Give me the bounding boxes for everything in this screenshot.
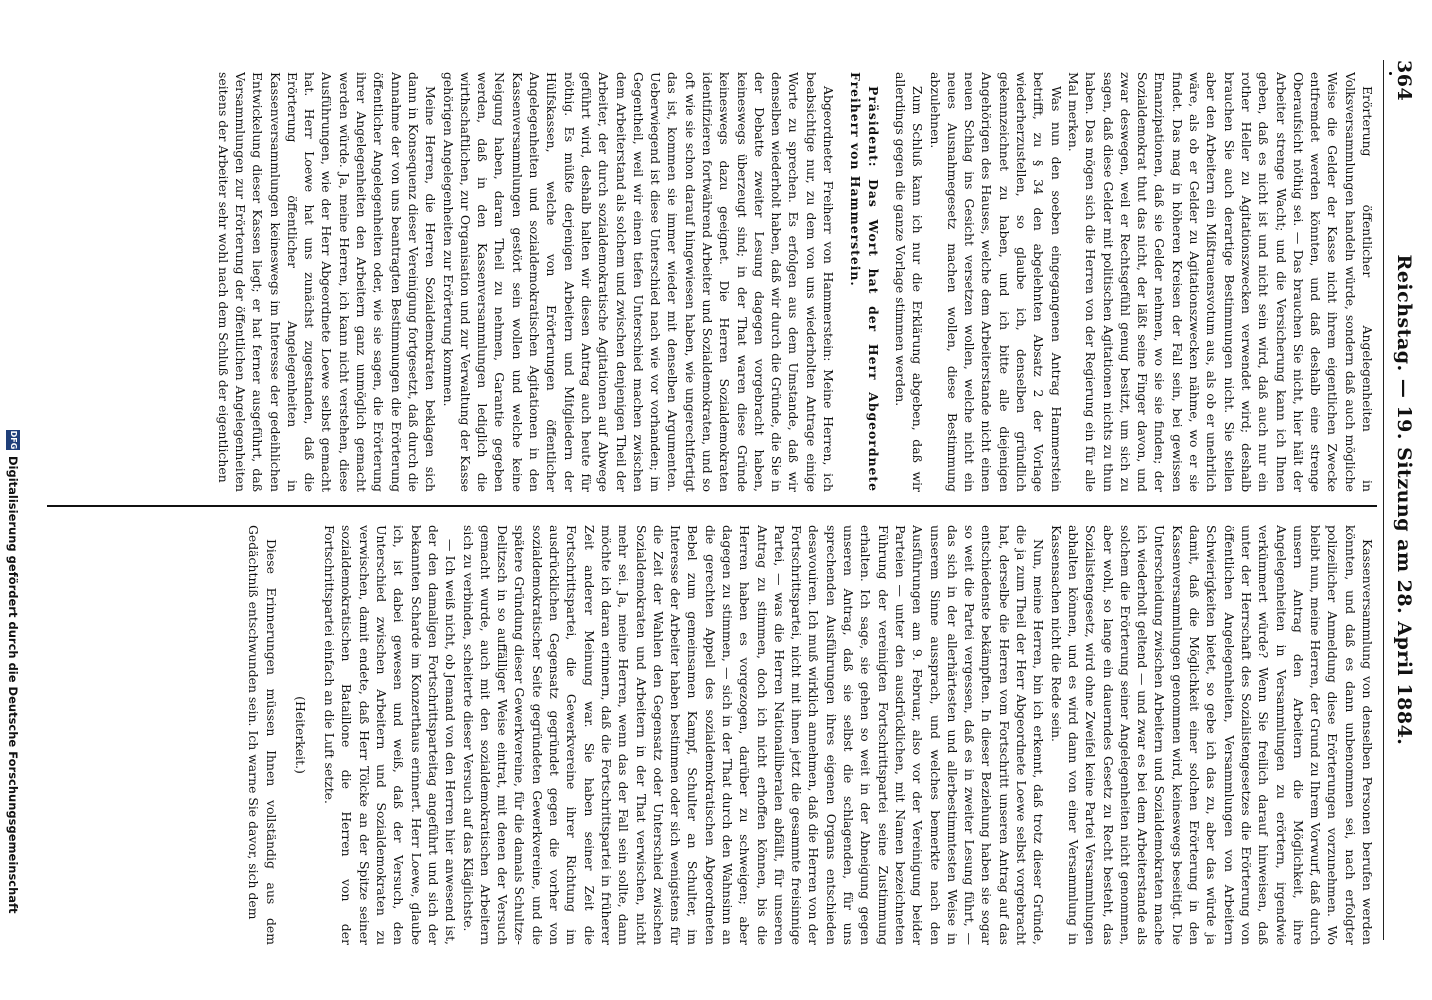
paragraph: Erörterung öffentlicher Angelegenheiten in Volksversammlungen handeln würde, sondern daß auch mögliche Weise die Gelder der Kasse nicht ihrem eigentlichen Zwecke entfremdet werden könnten, und daß deshalb eine strenge Oberaufsicht nöthig sei. — Das brauchen Sie nicht, hier hält der Arbeiter strenge Wacht; und die Versicherung kann ich Ihnen geben, daß es nicht ist und nicht sein wird, daß auch nur ein rother Heller zu Agitationszwecken verwendet wird; deshalb brauchen Sie auch derartige Bestimmungen nicht. Sie stellen aber den Arbeitern ein Mißtrauensvotum aus, als ob er unehrlich wäre, als ob er Gelder zu Agitationszwecken nähme, wo er sie findet. Das mag in höheren Kreisen der Fall sein, bei gewissen Emanzipationen, daß sie Gelder nehmen, wo sie sie finden; der Sozialdemokrat thut das nicht, der läßt seine Finger davon, und zwar deswegen, weil er Rechtsgefühl genug besitzt, um sich zu sagen, daß diese Gelder mit politischen Agitationen nichts zu thun haben. Das mögen sich die Herren von der Regierung ein für alle Mal merken. bbox=[1065, 72, 1375, 492]
page-number: 364 bbox=[1393, 60, 1415, 102]
right-column bbox=[56, 525, 1376, 945]
running-title: Reichstag. — 19. Sitzung am 28. April 1884. bbox=[1393, 254, 1415, 746]
page-header bbox=[1384, 60, 1424, 940]
paragraph: Kassenversammlung von denselben Personen berufen werden könnten, und daß es dann unbenommen sei, nach erfolgter polizeilicher Anmeldung diese Erörterungen vorzunehmen. Wo bleibt nun, meine Herren, der Grund zu Ihrem Vorwurf, daß durch unsern Antrag den Arbeitern die Möglichkeit, ihre Angelegenheiten in Versammlungen zu erörtern, irgendwie verkümmert würde? Wenn Sie freilich darauf hinweisen, daß unter der Herrschaft des Sozialistengesetzes die Erörterung von öffentlichen Angelegenheiten, Versammlungen von Arbeitern Schwierigkeiten bietet, so gebe ich das zu, aber das würde ja damit, daß die Möglichkeit einer solchen Erörterung in den Kassenversammlungen genommen wird, keineswegs beseitigt. Die Unterscheidung zwischen Arbeitern und Sozialdemokraten mache ich wiederholt geltend — und zwar es bei dem Arbeiterstande als solchem die Erörterung seiner Angelegenheiten nicht genommen, aber wohl, so lange ein dauerndes Gesetz zu Recht besteht, das Sozialistengesetz, wird ohne Zweifel keine Partei Versammlungen abhalten können, und es wird dann von einer Versammlung in Kassensachen nicht die Rede sein. bbox=[1048, 525, 1375, 945]
paragraph: Abgeordneter Freiherr von Hammerstein: Meine Herren, ich beabsichtige nur, zu dem von uns wiederholten Antrage einige Worte zu sprechen. Es erfolgen aus dem Umstande, daß wir denselben wiederholt haben, daß wir durch die Gründe, die Sie in der Debatte zweiter Lesung dagegen vorgebracht haben, keineswegs überzeugt sind; in der That waren diese Gründe keineswegs dazu geeignet. Die Herren Sozialdemokraten identifizieren fortwährend Arbeiter und Sozialdemokraten, und so oft wie sie schon darauf hingewiesen haben, wie ungerechtfertigt das ist, kommen sie immer wieder mit denselben Argumenten. Ueberwiegend ist diese Unterschied nach wie vor vorhanden; im Gegentheil, weil wir einen tiefen Unterschied machen zwischen dem Arbeiterstand als solchem und zwischen denjenigen Theil der Arbeiter, der durch sozialdemokratische Agitationen auf Abwege geführt wird, deshalb halten wir diesen Antrag auch heute für nöthig. Es müßte derjenigen Arbeitern und Mitgliedern der Hülfskassen, welche von Erörterungen öffentlicher Angelegenheiten und sozialdemokratischen Agitationen in den Kassenversammlungen gestört sein wollen und welche keine Neigung haben, daran Theil zu nehmen, Garantie gegeben werden, daß in den Kassenversammlungen lediglich die wirthschaftlichen, zur Organisation und zur Verwaltung der Kasse gehörigen Angelegenheiten zur Erörterung kommen. bbox=[440, 72, 837, 492]
scan-speck bbox=[1389, 72, 1392, 75]
digitization-credit bbox=[6, 0, 20, 1000]
paragraph: Diese Erinnerungen müssen Ihnen vollständig aus dem Gedächtniß entschwunden sein. Ich warne Sie davor, sich dem bbox=[246, 525, 279, 945]
paragraph: Zum Schluß kann ich nur die Erklärung abgeben, daß wir allerdings gegen die ganze Vorlage stimmen werden. bbox=[892, 72, 926, 492]
paragraph: Meine Herren, die Herren Sozialdemokraten beklagen sich dann in Konsequenz dieser Vereinigung fortgesetzt, daß durch die Annahme der von uns beantragten Bestimmungen die Erörterung öffentlicher Angelegenheiten oder, wie sie sagen, die Erörterung ihrer Angelegenheiten den Arbeitern ganz unmöglich gemacht werden würde. Ja, meine Herren, ich kann nicht verstehen, diese Ausführungen, wie der Herr Abgeordnete Loewe selbst gemacht hat. Herr Loewe hat uns zunächst zugestanden, daß die Erörterung öffentlicher Angelegenheiten in Kassenversammlungen keineswegs im Interesse der gedeihlichen Entwickelung dieser Kassen liegt; er hat ferner ausgeführt, daß Versammlungen zur Erörterung der öffentlichen Angelegenheiten seitens der Arbeiter sehr wohl nach dem Schluß der eigentlichen bbox=[215, 72, 439, 492]
credit-text: Digitalisierung gefördert durch die Deutsche Forschungsgemeinschaft bbox=[6, 456, 20, 914]
column-divider bbox=[47, 505, 1377, 507]
left-column bbox=[56, 72, 1376, 492]
interjection: (Heiterkeit.) bbox=[292, 696, 308, 774]
paragraph: Nun, meine Herren, bin ich erkennt, daß trotz dieser Gründe, die ja zum Theil der Herr Abgeordnete Loewe selbst vorgebracht hat, derselbe die Herren vom Fortschritt unseren Antrag auf das entschiedenste bekämpften. In dieser Beziehung haben sie sogar so weit die Partei vergessen, daß es in zweiter Lesung führt, — das sich in der allerhärtesten und allerbestimmtesten Weise in unserem Sinne aussprach, und welches bemerkte nach den Ausführungen am 9. Februar, also vor der Vereinigung beider Parteien — unter den ausdrücklichen, mit Namen bezeichneten Führung der vereinigten Fortschrittspartei seine Zustimmung erhalten. Ich sage, sie gehen so weit in der Abneigung gegen unseren Antrag, daß sie selbst die schlagenden, für uns sprechenden Ausführungen ihres eigenen Organs entschieden desavouiren. Ich muß wirklich annehmen, daß die Herren von der Fortschrittspartei, nicht mit ihnen jetzt die gesammte freisinnige Partei, — was die Herren Nationalliberalen abfällt, für unseren Antrag zu stimmen, doch ich nicht erhoffen können, bis die Herren haben es vorgezogen, darüber zu schweigen; aber dagegen zu stimmen, — sich in der That durch den Wahnsinn an die gerechten Appell des sozialdemokratischen Abgeordneten Bebel zum gemeinsamen Kampf, Schulter an Schulter, im Interesse der Arbeiter haben bestimmen oder sich wenigstens für die Zeit der Wahlen den Gegensatz oder Unterschied zwischen Sozialdemokraten und Arbeitern in der That verwischen, nicht mehr sei. Ja, meine Herren, wenn das der Fall sein sollte, dann möchte ich daran erinnern, daß die Fortschrittspartei in früherer Zeit anderer Meinung war. Sie haben seiner Zeit die Fortschrittspartei, die Gewerkvereine ihrer Richtung im ausdrücklichen Gegensatz gegründet gegen die vorher von sozialdemokratischer Seite gegründeten Gewerkvereine, und die spätere Gründung dieser Gewerkvereine, für die damals Schultze-Delitzsch in so auffälliger Weise eintrat, mit denen der Versuch gemacht wurde, auch mit den sozialdemokratischen Arbeitern sich zu verbinden, scheiterte dieser Versuch auf das Kläglichste. bbox=[460, 525, 1047, 945]
dfg-logo: DFG bbox=[6, 430, 20, 450]
header-rule bbox=[1383, 60, 1384, 940]
paragraph: Was nun den soeben eingegangenen Antrag Hammerstein betrifft, zu § 34 den abgelehnten Absatz 2 der Vorlage wiederherzustellen, so glaube ich, denselben gründlich gekennzeichnet zu haben, und ich bitte alle diejenigen Angehörigen des Hauses, welche dem Arbeiterstande nicht einen neuen Schlag ins Gesicht versetzen wollen, welche nicht ein neues Ausnahmegesetz machen wollen, diese Bestimmung abzulehnen. bbox=[927, 72, 1064, 492]
paragraph: — Ich weiß nicht, ob Jemand von den Herren hier anwesend ist, der den damaligen Fortschrittsparteitag angeführt und sich der bekannten Scharde im Konzerthaus erinnert. Herr Loewe, glaube ich, ist dabei gewesen und weiß, daß der Versuch, den Unterschied zwischen Arbeitern und Sozialdemokraten zu verwischen, damit endete, daß Herr Tölcke an der Spitze seiner sozialdemokratischen Bataillone die Herren von der Fortschrittspartei einfach an die Luft setzte. bbox=[322, 525, 459, 945]
president-line: Präsident: Das Wort hat der Herr Abgeordnete Freiherr von Hammerstein. bbox=[848, 72, 881, 492]
